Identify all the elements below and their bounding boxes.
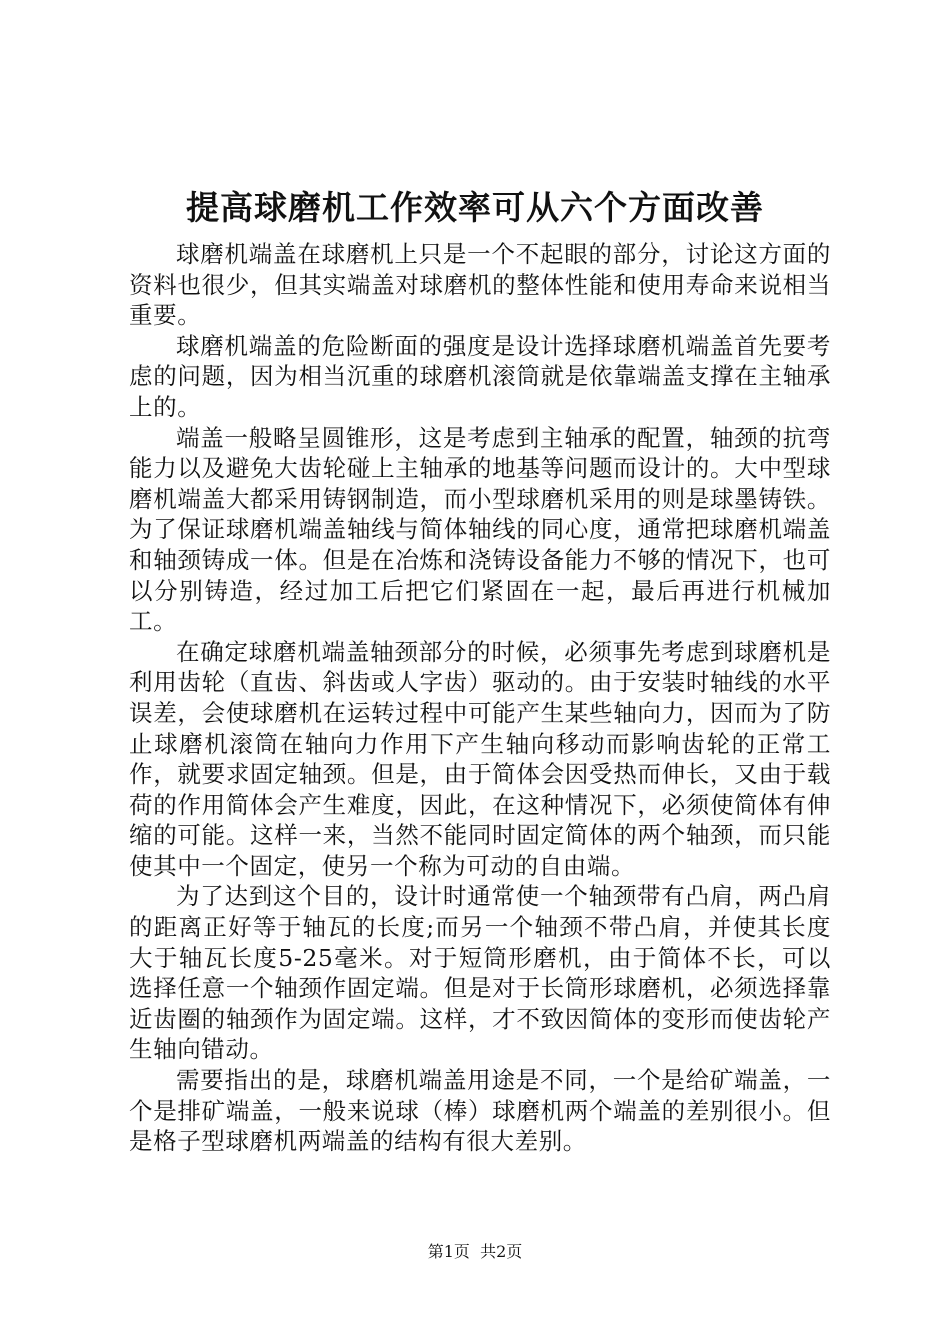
- page-total: 共2页: [480, 1242, 523, 1261]
- document-title: 提高球磨机工作效率可从六个方面改善: [186, 188, 764, 227]
- paragraph-5: 为了达到这个目的，设计时通常使一个轴颈带有凸肩，两凸肩的距离正好等于轴瓦的长度;而另一个轴颈不带凸肩，并使其长度大于轴瓦长度5-25毫米。对于短筒形磨机，由于简体不长，可以选择任意一个轴颈作固定端。但是对于长筒形球磨机，必须选择靠近齿圈的轴颈作为固定端。这样，才不致因简体的变形而使齿轮产生轴向错动。: [129, 882, 831, 1064]
- page-footer: [0, 1242, 950, 1262]
- paragraph-3: 端盖一般略呈圆锥形，这是考虑到主轴承的配置，轴颈的抗弯能力以及避免大齿轮碰上主轴承的地基等问题而设计的。大中型球磨机端盖大都采用铸钢制造，而小型球磨机采用的则是球墨铸铁。为了保证球磨机端盖轴线与简体轴线的同心度，通常把球磨机端盖和轴颈铸成一体。但是在冶炼和浇铸设备能力不够的情况下，也可以分别铸造，经过加工后把它们紧固在一起，最后再进行机械加工。: [129, 423, 831, 636]
- paragraph-2: 球磨机端盖的危险断面的强度是设计选择球磨机端盖首先要考虑的问题，因为相当沉重的球磨机滚筒就是依靠端盖支撑在主轴承上的。: [129, 331, 831, 421]
- page-number: 第1页: [427, 1242, 470, 1261]
- paragraph-4: 在确定球磨机端盖轴颈部分的时候，必须事先考虑到球磨机是利用齿轮（直齿、斜齿或人字齿）驱动的。由于安装时轴线的水平误差，会使球磨机在运转过程中可能产生某些轴向力，因而为了防止球磨机滚筒在轴向力作用下产生轴向移动而影响齿轮的正常工作，就要求固定轴颈。但是，由于简体会因受热而伸长，又由于载荷的作用简体会产生难度，因此，在这种情况下，必须使简体有伸缩的可能。这样一来，当然不能同时固定简体的两个轴颈，而只能使其中一个固定，使另一个称为可动的自由端。: [129, 637, 831, 880]
- paragraph-6: 需要指出的是，球磨机端盖用途是不同，一个是给矿端盖，一个是排矿端盖，一般来说球（棒）球磨机两个端盖的差别很小。但是格子型球磨机两端盖的结构有很大差别。: [129, 1066, 831, 1156]
- document-body: [129, 239, 831, 1157]
- paragraph-1: 球磨机端盖在球磨机上只是一个不起眼的部分，讨论这方面的资料也很少，但其实端盖对球磨机的整体性能和使用寿命来说相当重要。: [129, 240, 831, 330]
